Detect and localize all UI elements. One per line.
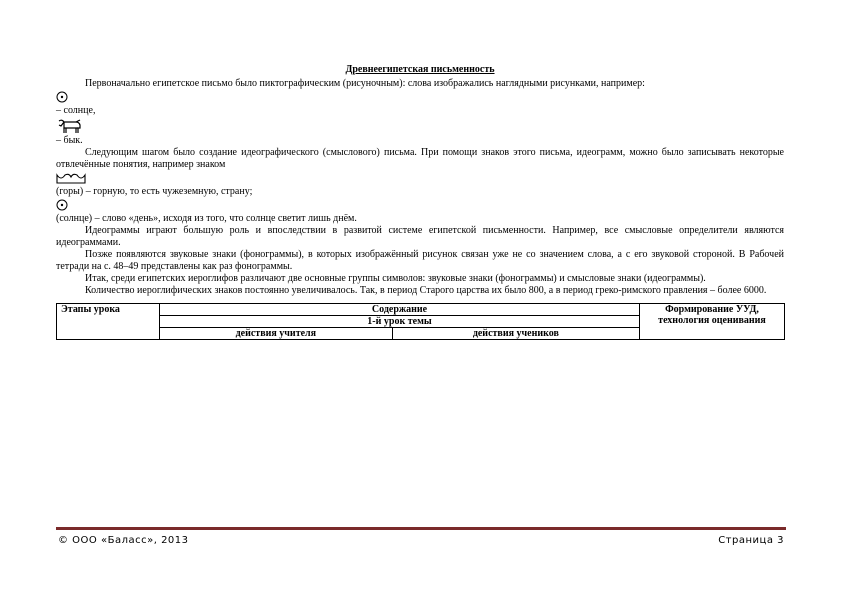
header-uud: Формирование УУД, технология оценивания <box>640 304 785 340</box>
footer-page-number: Страница 3 <box>718 535 784 546</box>
sun-day-glyph-line <box>56 199 784 212</box>
header-student-actions: действия учеников <box>392 328 639 340</box>
footer-divider <box>56 527 786 530</box>
document-body <box>56 64 784 340</box>
paragraph-groups: Итак, среди египетских иероглифов различают две основные группы символов: звуковые знаки (фонограммы) и смысловые знаки (идеограммы). <box>85 273 706 284</box>
sun-glyph-line <box>56 91 784 104</box>
paragraph-count: Количество иероглифических знаков постоянно увеличивалось. Так, в период Старого царства их было 800, а в период греко-римского правления – более 6000. <box>85 285 767 296</box>
paragraph-ideograms-role: Идеограммы играют большую роль и впоследствии в развитой системе египетской письменности. Например, все смысловые определители являются идеограммами. <box>56 225 784 248</box>
mountains-caption: (горы) – горную, то есть чужеземную, страну; <box>56 186 253 197</box>
page-title: Древнеегипетская письменность <box>345 64 495 75</box>
lesson-table <box>56 303 785 340</box>
mountains-glyph-line <box>56 172 784 185</box>
header-teacher-actions: действия учителя <box>160 328 393 340</box>
footer-copyright: © ООО «Баласс», 2013 <box>58 535 189 546</box>
header-content: Содержание <box>160 304 640 316</box>
mountains-hieroglyph-icon <box>56 172 86 184</box>
sun-hieroglyph-icon <box>56 199 68 211</box>
bull-glyph-line <box>56 118 784 134</box>
sun-hieroglyph-icon <box>56 91 68 103</box>
paragraph-phonograms: Позже появляются звуковые знаки (фонограммы), в которых изображённый рисунок связан уже не со значением слова, а с его звуковой стороной. В Рабочей тетради на с. 48–49 представлены как раз фонограммы. <box>56 249 784 272</box>
header-lesson: 1-й урок темы <box>160 316 640 328</box>
sun-caption: – солнце, <box>56 105 96 116</box>
bull-hieroglyph-icon <box>56 118 84 134</box>
day-caption: (солнце) – слово «день», исходя из того, что солнце светит лишь днём. <box>56 213 357 224</box>
bull-caption: – бык. <box>56 135 83 146</box>
paragraph-ideographic: Следующим шагом было создание идеографического (смыслового) письма. При помощи знаков этого письма, идеограмм, можно было записывать некоторые отвлечённые понятия, например знаком <box>56 147 784 170</box>
paragraph-pictographic: Первоначально египетское письмо было пиктографическим (рисуночным): слова изображались наглядными рисунками, например: <box>85 78 645 89</box>
header-stages: Этапы урока <box>57 304 160 340</box>
